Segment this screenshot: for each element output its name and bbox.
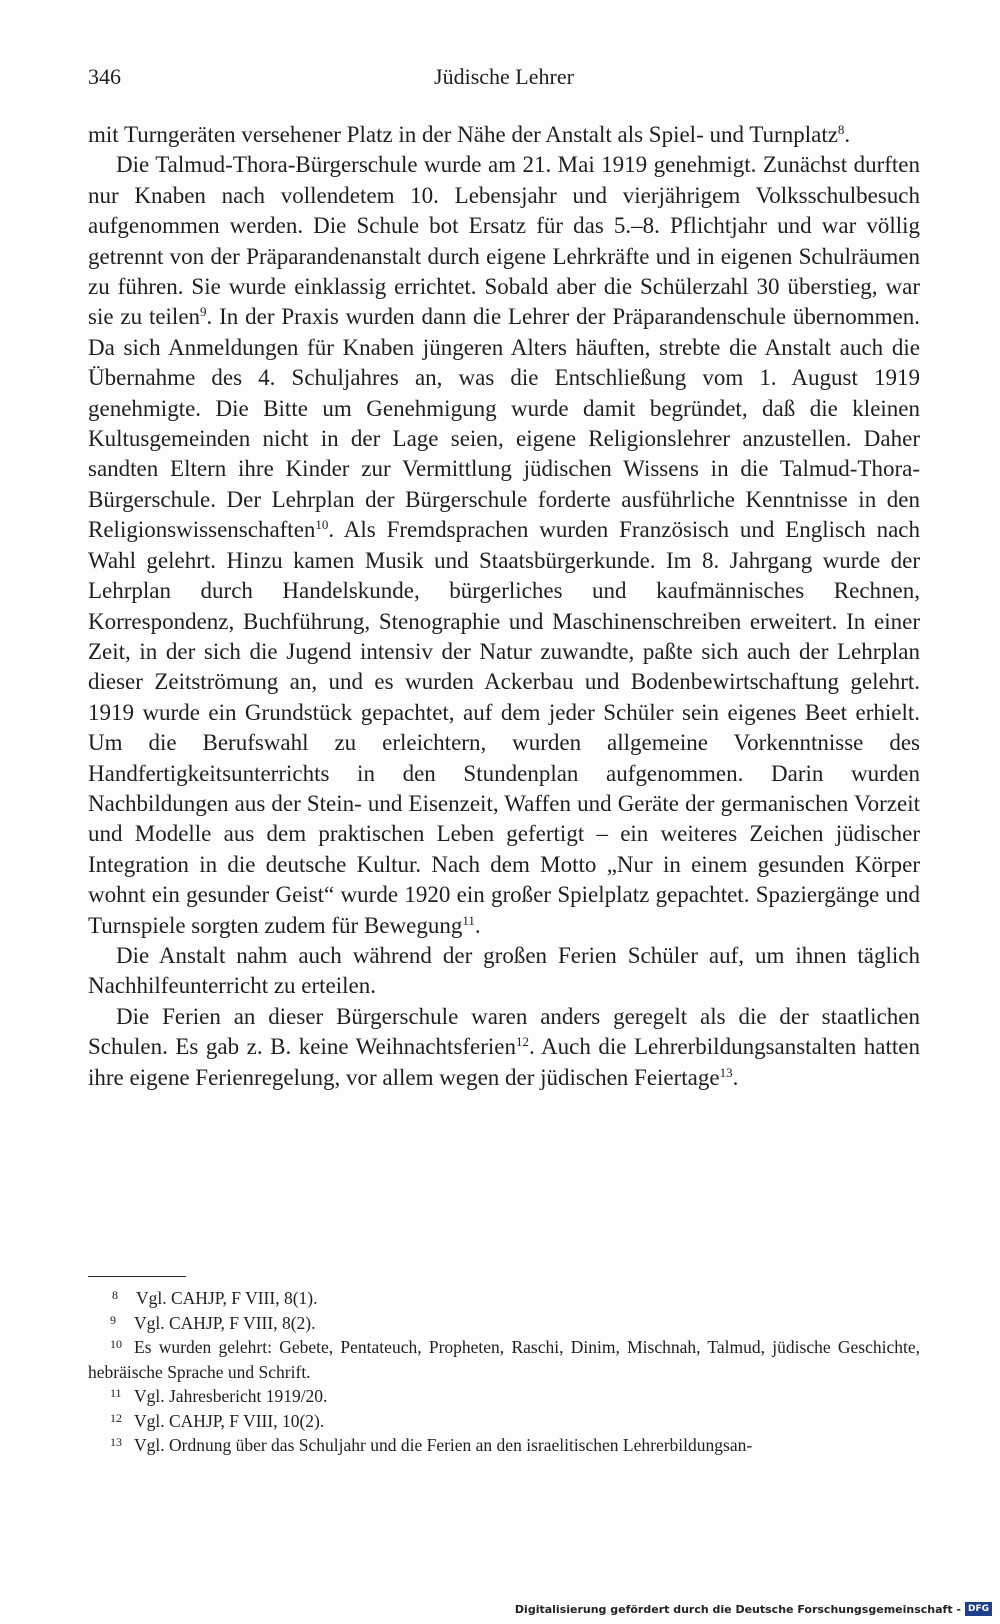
body-paragraph — [88, 1002, 920, 1093]
paragraph-text: Die Anstalt nahm auch während der großen Ferien Schüler auf, um ihnen täglich Nachhilfeunterricht zu erteilen. — [88, 942, 920, 999]
page-number: 346 — [88, 64, 121, 89]
footnotes — [88, 1286, 920, 1458]
footnote-reference[interactable]: 9 — [200, 304, 207, 320]
body-paragraph — [88, 150, 920, 941]
paragraph-text: Die Talmud-Thora-Bürgerschule wurde am 21. Mai 1919 genehmigt. Zunächst durften nur Knaben nach vollendetem 10. Lebensjahr und vierjährigem Volksschulbesuch aufgenommen werden. Die Schule bot Ersatz für das 5.–8. Pflichtjahr und war völlig getrennt von der Präparandenanstalt durch eigene Lehrkräfte und in eigenen Schulräumen zu führen. Sie wurde einklassig errichtet. Sobald aber die Schülerzahl 30 überstieg, war sie zu teilen — [88, 152, 920, 330]
dfg-logo-icon: DFG — [965, 1602, 992, 1616]
footnote-text: Vgl. Jahresbericht 1919/20. — [134, 1386, 328, 1406]
page-header — [88, 64, 920, 94]
paragraph-text: . — [474, 912, 481, 938]
footnote-text: Vgl. CAHJP, F VIII, 10(2). — [134, 1410, 325, 1431]
banner-text: Digitalisierung gefördert durch die Deutsche Forschungsgemeinschaft - — [514, 1602, 961, 1616]
digitization-banner — [515, 1600, 992, 1618]
footnote-item: 9 Vgl. CAHJP, F VIII, 8(2). — [110, 1312, 316, 1333]
paragraph-text: . — [844, 122, 851, 147]
footnote-reference[interactable]: 8 — [837, 122, 845, 137]
running-head: Jüdische Lehrer — [434, 64, 574, 89]
footnote-reference[interactable]: 12 — [516, 1034, 530, 1050]
footnote-reference[interactable]: 10 — [315, 517, 329, 533]
footnote-item: 12 Vgl. CAHJP, F VIII, 10(2). — [110, 1410, 325, 1431]
body-paragraph — [88, 120, 920, 150]
paragraph-text: Die Ferien an dieser Bürgerschule waren anders geregelt als die der staatlichen Schulen. Es gab z. B. keine Weihnachtsferien — [88, 1003, 920, 1060]
footnote-reference[interactable]: 11 — [462, 912, 475, 928]
footnote-item: 10 Es wurden gelehrt: Gebete, Pentateuch, Propheten, Raschi, Dinim, Mischnah, Talmud, jüdische Geschichte, hebräische Sprache und Schrift. — [88, 1337, 920, 1382]
footnote-text: Es wurden gelehrt: Gebete, Pentateuch, Propheten, Raschi, Dinim, Mischnah, Talmud, jüdische Geschichte, hebräische Sprache und Schrift. — [88, 1337, 920, 1382]
footnote-text: Vgl. Ordnung über das Schuljahr und die Ferien an den israelitischen Lehrerbildungsan- — [134, 1435, 753, 1455]
footnote-item: 13 Vgl. Ordnung über das Schuljahr und die Ferien an den israelitischen Lehrerbildungsan- — [110, 1435, 753, 1455]
body-text — [88, 120, 920, 1093]
footnote-item: 8 Vgl. CAHJP, F VIII, 8(1). — [112, 1288, 318, 1308]
footnote-reference[interactable]: 13 — [719, 1064, 733, 1080]
paragraph-text: . In der Praxis wurden dann die Lehrer der Präparandenschule übernommen. Da sich Anmeldungen für Knaben jüngeren Alters häuften, strebte die Anstalt auch die Übernahme des 4. Schuljahres an, was die Entschließung vom 1. August 1919 genehmigte. Die Bitte um Genehmigung wurde damit begründet, daß die kleinen Kultusgemeinden nicht in der Lage seien, eigene Religionslehrer anzustellen. Daher sandten Eltern ihre Kinder zur Vermittlung jüdischen Wissens in die Talmud-Thora-Bürgerschule. Der Lehrplan der Bürgerschule forderte ausführliche Kenntnisse in den Religionswissenschaften — [88, 304, 920, 543]
paragraph-text: . Auch die Lehrerbildungsanstalten hatten ihre eigene Ferienregelung, vor allem wegen der jüdischen Feiertage — [88, 1034, 920, 1090]
paragraph-text: mit Turngeräten versehener Platz in der Nähe der Anstalt als Spiel- und Turnplatz — [88, 122, 838, 147]
paragraph-text: . Als Fremdsprachen wurden Französisch und Englisch nach Wahl gelehrt. Hinzu kamen Musik und Staatsbürgerkunde. Im 8. Jahrgang wurde der Lehrplan durch Handelskunde, bürgerliches und kaufmännisches Rechnen, Korrespondenz, Buchführung, Stenographie und Maschinenschreiben erweitert. In einer Zeit, in der sich die Jugend intensiv der Natur zuwandte, paßte sich auch der Lehrplan dieser Zeitströmung an, und es wurden Ackerbau und Bodenbewirtschaftung gelehrt. 1919 wurde ein Grundstück gepachtet, auf dem jeder Schüler sein eigenes Beet erhielt. Um die Berufswahl zu erleichtern, wurden allgemeine Vorkenntnisse des Handfertigkeitsunterrichts in den Stundenplan aufgenommen. Darin wurden Nachbildungen aus der Stein- und Eisenzeit, Waffen und Geräte der germanischen Vorzeit und Modelle aus dem praktischen Leben gefertigt – ein weiteres Zeichen jüdischer Integration in die deutsche Kultur. Nach dem Motto „Nur in einem gesunden Körper wohnt ein gesunder Geist“ wurde 1920 ein großer Spielplatz gepachtet. Spaziergänge und Turnspiele sorgten zudem für Bewegung — [88, 517, 920, 938]
footnote-text: Vgl. CAHJP, F VIII, 8(1). — [136, 1288, 318, 1308]
body-paragraph — [88, 941, 920, 1002]
footnote-item: 11 Vgl. Jahresbericht 1919/20. — [110, 1386, 328, 1406]
footnote-divider — [88, 1276, 186, 1277]
footnote-text: Vgl. CAHJP, F VIII, 8(2). — [134, 1312, 316, 1333]
paragraph-text: . — [732, 1064, 739, 1090]
